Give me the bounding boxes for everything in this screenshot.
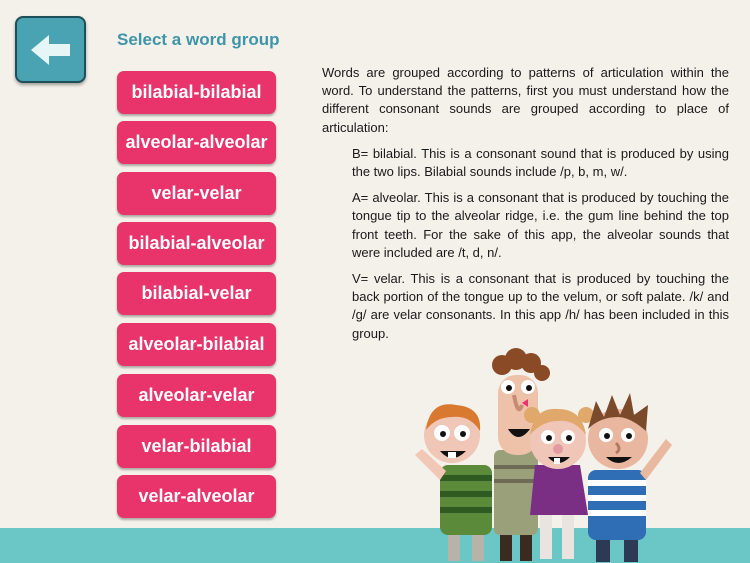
group-button-bilabial-alveolar[interactable]: bilabial-alveolar — [117, 222, 276, 265]
cartoon-kids-illustration — [410, 345, 680, 563]
info-intro: Words are grouped according to patterns of articulation within the word. To understand the patterns, first you must understand how the different consonant sounds are grouped according to place of articulation: — [322, 65, 729, 135]
articulation-info-text[interactable] — [322, 64, 729, 346]
group-button-velar-velar[interactable]: velar-velar — [117, 172, 276, 215]
group-button-velar-bilabial[interactable]: velar-bilabial — [117, 425, 276, 468]
kid-left — [415, 404, 492, 561]
info-alveolar: A= alveolar. This is a consonant that is produced by touching the tongue tip to the alveolar ridge, i.e. the gum line behind the top front teeth. For the sake of this app, the alveolar sounds that were included are /t, d, n/. — [352, 190, 729, 260]
page-title: Select a word group — [117, 30, 280, 49]
kid-right — [588, 393, 672, 562]
group-button-alveolar-velar[interactable]: alveolar-velar — [117, 374, 276, 417]
info-velar: V= velar. This is a consonant that is produced by touching the back portion of the tongue up to the velum, or soft palate. /k/ and /g/ are velar consonants. In this app /h/ has been included in this group. — [352, 271, 729, 341]
group-button-bilabial-velar[interactable]: bilabial-velar — [117, 272, 276, 315]
group-button-bilabial-bilabial[interactable]: bilabial-bilabial — [117, 71, 276, 114]
group-button-alveolar-alveolar[interactable]: alveolar-alveolar — [117, 121, 276, 164]
group-button-velar-alveolar[interactable]: velar-alveolar — [117, 475, 276, 518]
group-button-alveolar-bilabial[interactable]: alveolar-bilabial — [117, 323, 276, 366]
back-button[interactable] — [15, 16, 86, 83]
left-arrow-icon — [29, 33, 73, 67]
info-bilabial: B= bilabial. This is a consonant sound that is produced by using the two lips. Bilabial sounds include /p, b, m, w/. — [352, 145, 729, 180]
